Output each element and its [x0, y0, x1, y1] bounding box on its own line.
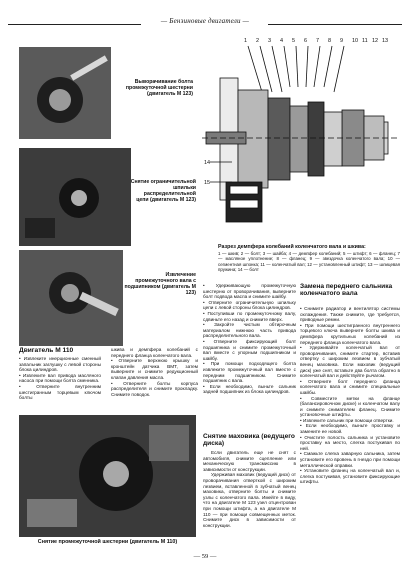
col2b-item: • Отверните фиксирующий болт подшипника и снимите промежуточный вал вместе с упорным подшипником и шайбу. — [203, 338, 296, 361]
header-rule-left — [8, 24, 141, 25]
col3-item: • Снимите радиатор и вентилятор системы охлаждения. Также снимите, где требуется, приводные ремни. — [300, 306, 400, 323]
diagram-number: 6 — [304, 38, 308, 44]
col2-text — [111, 347, 198, 397]
col2b-text — [203, 283, 296, 395]
flywheel-para: Если двигатель еще не снят с автомобиля, снимите сцепление или механическую трансмиссию в зависимости от конструкции. — [203, 450, 296, 472]
diagram-number: 4 — [280, 38, 284, 44]
col3-item: • Установите фланец на коленчатый вал и, слегка постукивая, установите фиксирующие штифты. — [300, 468, 400, 485]
col2b-item: • При помощи подходящего болта извлеките промежуточный вал вместе с передним подшипником. Снимите подшипник с вала. — [203, 361, 296, 384]
photo-intermediate-gear-bolt — [19, 47, 111, 139]
diagram-number: 7 — [316, 38, 320, 44]
col3-text — [300, 306, 400, 485]
photo3-caption: Извлечение промежуточного вала с подшипником (двигатель М 123) — [124, 272, 196, 296]
col2b-item: • Если необходимо, выньте сальник задней подшипник из блока цилиндров. — [203, 383, 296, 395]
flywheel-text — [203, 450, 296, 528]
diagram-caption-title: Разрез демпфера колебаний коленчатого вала и шкива: — [218, 244, 366, 250]
col3-item: • Удерживайте коленчатый вал от проворачивания, снимите стартер, вставив отвертку с широким лезвием в зубчатый венец маховика. Если маховик (ведущий диск) уже снят, вставьте два болта обратно в коленчатый вал и действуйте рычагом. — [300, 345, 400, 379]
front-seal-heading: Замена переднего сальника коленчатого вала — [300, 283, 393, 298]
diagram-number: 10 — [352, 38, 359, 44]
damper-section-diagram — [202, 32, 398, 242]
col1-text — [19, 356, 101, 401]
photo1-caption: Выворачивание болта промежуточной шестерни (двигатель М 123) — [125, 79, 193, 97]
col3-item: • Отверните болт переднего фланца коленчатого вала и снимите специальные шайбы. — [300, 378, 400, 395]
photo4-caption: Снятие промежуточной шестерни (двигатель М 110) — [37, 539, 178, 545]
col3-item: • Очистите полость сальника и установите проставку на место, слегка постукивая по ней. — [300, 434, 400, 451]
col2-item: шкива и демпфера колебаний с переднего фланца коленчатого вала. — [111, 347, 198, 358]
col2b-item: • Отверните ограничительную шпильку цепи с левой стороны блока цилиндров. — [203, 299, 296, 311]
col2-item: • Отверните болты корпуса распределителя и снимите прокладку. Снимите поводок. — [111, 380, 198, 397]
col3-item: • Смажьте слегка заварную сальника, затем установите его вровень в гнездо при помощи металлической оправки. — [300, 451, 400, 468]
col3-item: • Если необходимо, выньте проставку и замените ее новой. — [300, 423, 400, 435]
flywheel-para: Удерживая маховик (ведущий диск) от проворачивания отверткой с широким лезвием, вставленной в зубчатый венец маховика, отверните болты и снимите узлы с коленчатого вала. Имейте в виду, что на двигателе М 123 узел отцентрован при помощи штифта, а на двигателе М 110 — при помощи совмещенных меток. Снимите диск в зависимости от конструкции. — [203, 472, 296, 528]
header-rule-right — [268, 24, 402, 25]
photo-intermediate-gear-removal — [19, 415, 196, 537]
diagram-number: 9 — [340, 38, 344, 44]
col3-item: • Извлеките сальник при помощи отвертки. — [300, 417, 394, 423]
diagram-number: 3 — [268, 38, 272, 44]
diagram-number: 1 — [244, 38, 248, 44]
col3-item: • Совместите метки на фланце (балансировочном диске) и коленчатом валу и снимите снимателем фланец. Снимите установочные штифты. — [300, 395, 400, 418]
diagram-number: 11 — [362, 38, 368, 44]
diagram-number: 15 — [204, 180, 211, 186]
diagram-number: 12 — [372, 38, 379, 44]
photo-intermediate-shaft — [19, 250, 123, 346]
col2b-item: • Удерживающую промежуточную шестерню от проворачивания, выверните болт подвода масла и снимите шайбу. — [203, 283, 296, 300]
col1-item: • Извлеките вал привода масляного насоса при помощи болта сменника. — [19, 372, 101, 384]
diagram-caption-body: 1 — шкив; 2 — болт; 3 — шайба; 4 — демпфер колебаний; 5 — штифт; 6 — фланец; 7 — масляное уплотнение; 8 — фланец; 9 — звездочка коленчатого вала; 10 — сегментная шпонка; 11 — коленчатый вал; 12 — установленный штифт; 13 — шлицевая пружина; 14 — болт — [218, 251, 400, 273]
diagram-number: 2 — [256, 38, 260, 44]
m110-heading: Двигатель М 110 — [19, 347, 74, 354]
photo-chain-pin — [19, 148, 131, 246]
photo2-caption: Снятие ограничительной шпильки распределительной цепи (двигатель М 123) — [130, 179, 196, 203]
diagram-number: 13 — [382, 38, 389, 44]
diagram-number: 14 — [204, 160, 211, 166]
col2b-item: • Поступивши по промежуточному валу, сдвиньте его назад и снимите вверх. — [203, 310, 296, 322]
col2-item: • Отверните верхнюю крышку и кронштейн датчика ВМТ, затем выверните и снимите редукционный клапан давления масла. — [111, 358, 198, 380]
col1-item: • Отверните внутренним шестигранным торцевым ключом болты — [19, 383, 101, 401]
col1-item: • Извлеките инерционные сменный запальник заглушку с левой стороны блока цилиндров. — [19, 356, 101, 373]
col2b-item: • Закройте чистым обтирочным материалом нижнюю часть привода распределительного вала. — [203, 322, 296, 339]
diagram-number: 5 — [292, 38, 296, 44]
col3-item: • При помощи шестигранного внутреннего торцевого ключа выверните болты шкива и демпфера крутильных колебаний из переднего фланца коленчатого вала. — [300, 322, 400, 345]
page-header: — Бензиновые двигатели — — [160, 17, 250, 25]
flywheel-heading: Снятие маховика (ведущего диска) — [203, 433, 295, 448]
diagram-number: 8 — [328, 38, 332, 44]
page-number: — 59 — — [193, 553, 217, 560]
